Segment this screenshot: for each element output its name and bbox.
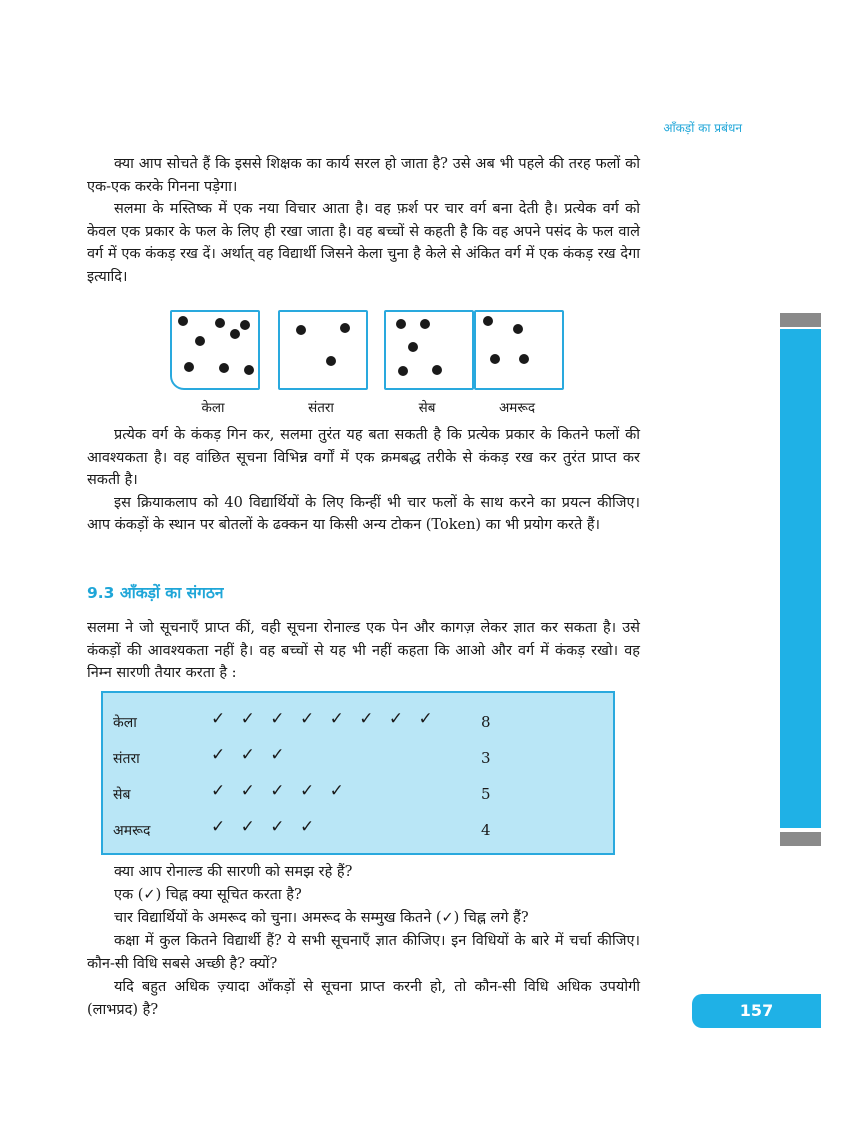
side-tab-top-bar	[780, 313, 821, 327]
section-paragraph	[87, 617, 640, 685]
pebble	[215, 318, 225, 328]
questions-block	[87, 861, 640, 1022]
pebble	[420, 319, 430, 329]
pebble	[519, 354, 529, 364]
side-tab-bottom-bar	[780, 832, 821, 846]
square-label: संतरा	[308, 400, 334, 416]
page-number: 157	[692, 994, 821, 1028]
tally-count: 5	[481, 785, 491, 803]
square-orange	[278, 310, 368, 416]
tally-table	[101, 691, 615, 855]
pebble	[398, 366, 408, 376]
tally-row	[103, 741, 613, 777]
tally-count: 4	[481, 821, 491, 839]
pebble	[490, 354, 500, 364]
question: चार विद्यार्थियों के अमरूद को चुना। अमरूद के सम्मुख कितने (✓) चिह्न लगे हैं?	[114, 910, 529, 926]
question: क्या आप रोनाल्ड की सारणी को समझ रहे हैं?	[114, 864, 353, 880]
question: कक्षा में कुल कितने विद्यार्थी हैं? ये सभी सूचनाएँ ज्ञात कीजिए। इन विधियों के बारे में चर्चा कीजिए। कौन-सी विधि सबसे अच्छी है? क्यों?	[87, 933, 640, 972]
question: एक (✓) चिह्न क्या सूचित करता है?	[114, 887, 302, 903]
pebble	[408, 342, 418, 352]
pebble	[219, 363, 229, 373]
pebble-square	[278, 310, 368, 390]
pebble	[326, 356, 336, 366]
pebble-square	[474, 310, 564, 390]
pebble-squares-figure	[168, 310, 558, 420]
square-label: सेब	[418, 400, 436, 416]
paragraph: सलमा ने जो सूचनाएँ प्राप्त कीं, वही सूचना रोनाल्ड एक पेन और कागज़ लेकर ज्ञात कर सकता है। उसे कंकड़ों की आवश्यकता नहीं है। वह बच्चों से यह भी नहीं कहता कि आओ और वर्ग में कंकड़ रखो। वह निम्न सारणी तैयार करता है :	[87, 620, 640, 681]
tally-row	[103, 777, 613, 813]
tally-count: 8	[481, 713, 491, 731]
paragraph: इस क्रियाकलाप को 40 विद्यार्थियों के लिए किन्हीं भी चार फलों के साथ करने का प्रयत्न कीजिए। आप कंकड़ों के स्थान पर बोतलों के ढक्कन या किसी अन्य टोकन (Token) का भी प्रयोग करते हैं।	[87, 494, 640, 533]
square-apple	[384, 310, 474, 416]
pebble	[244, 365, 254, 375]
pebble	[195, 336, 205, 346]
square-label: अमरूद	[498, 400, 536, 416]
tally-fruit: संतरा	[113, 751, 140, 767]
question: यदि बहुत अधिक ज़्यादा आँकड़ों से सूचना प्राप्त करनी हो, तो कौन-सी विधि अधिक उपयोगी (लाभप्रद) है?	[87, 979, 640, 1018]
tally-row	[103, 813, 613, 849]
section-heading: 9.3 आँकड़ों का संगठन	[87, 584, 224, 602]
pebble-square	[384, 310, 474, 390]
pebble	[396, 319, 406, 329]
square-guava	[474, 310, 564, 416]
paragraph: प्रत्येक वर्ग के कंकड़ गिन कर, सलमा तुरंत यह बता सकती है कि प्रत्येक प्रकार के कितने फलों की आवश्यकता है। वह वांछित सूचना विभिन्न वर्गों में एक क्रमबद्ध तरीके से कंकड़ रख कर तुरंत प्राप्त कर सकती है।	[87, 427, 640, 488]
middle-paragraphs	[87, 424, 640, 537]
tally-fruit: केला	[113, 715, 137, 731]
pebble	[230, 329, 240, 339]
pebble	[432, 365, 442, 375]
square-banana	[170, 310, 260, 416]
chapter-side-tab	[780, 329, 821, 828]
pebble	[240, 320, 250, 330]
tally-marks: ✓ ✓ ✓ ✓	[211, 817, 320, 837]
running-head: आँकड़ों का प्रबंधन	[663, 121, 742, 135]
pebble-square	[170, 310, 260, 390]
tally-count: 3	[481, 749, 491, 767]
pebble	[513, 324, 523, 334]
square-label: केला	[201, 400, 225, 416]
tally-row	[103, 705, 613, 741]
paragraph: सलमा के मस्तिष्क में एक नया विचार आता है। वह फ़र्श पर चार वर्ग बना देती है। प्रत्येक वर्ग को केवल एक प्रकार के फल के लिए ही रखा जाता है। वह बच्चों से कहती है कि वह अपने पसंद के फल वाले वर्ग में एक कंकड़ रख दें। अर्थात् वह विद्यार्थी जिसने केला चुना है केले से अंकित वर्ग में एक कंकड़ रख देगा इत्यादि।	[87, 201, 640, 285]
paragraph: क्या आप सोचते हैं कि इससे शिक्षक का कार्य सरल हो जाता है? उसे अब भी पहले की तरह फलों को एक-एक करके गिनना पड़ेगा।	[87, 156, 640, 195]
pebble	[340, 323, 350, 333]
tally-fruit: अमरूद	[113, 823, 151, 839]
tally-marks: ✓ ✓ ✓	[211, 745, 290, 765]
pebble	[296, 325, 306, 335]
tally-marks: ✓ ✓ ✓ ✓ ✓ ✓ ✓ ✓	[211, 709, 438, 729]
pebble	[483, 316, 493, 326]
tally-fruit: सेब	[113, 787, 131, 803]
pebble	[184, 362, 194, 372]
tally-marks: ✓ ✓ ✓ ✓ ✓	[211, 781, 349, 801]
pebble	[178, 316, 188, 326]
intro-paragraphs	[87, 153, 640, 288]
